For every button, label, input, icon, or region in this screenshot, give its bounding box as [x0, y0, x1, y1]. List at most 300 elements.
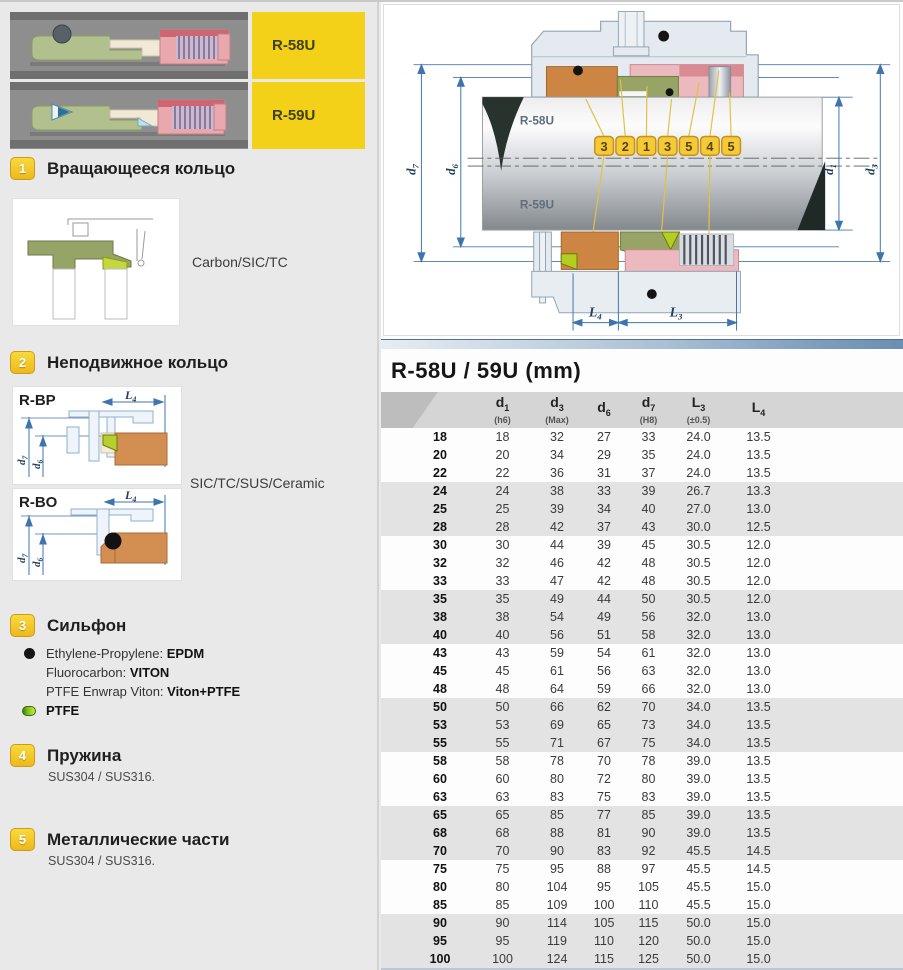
dimension-cell: 45 — [495, 664, 510, 678]
row-size-label: 24 — [433, 484, 447, 498]
dimension-cell: 34.0 — [686, 700, 711, 714]
filler-cell — [791, 716, 903, 734]
section-1-title: Вращающееся кольцо — [47, 158, 236, 178]
dimension-cell: 97 — [641, 862, 656, 876]
balloon-number: 5 — [685, 138, 693, 154]
dimension-cell: 13.5 — [746, 718, 771, 732]
dimension-cell: 13.5 — [746, 808, 771, 822]
dimension-cell: 13.5 — [746, 772, 771, 786]
row-size-label: 100 — [429, 952, 451, 966]
table-row — [381, 950, 903, 968]
dimension-cell: 44 — [597, 592, 611, 606]
balloon-number: 4 — [706, 138, 714, 154]
table-row — [381, 446, 903, 464]
dimension-cell: 78 — [641, 754, 656, 768]
dimension-cell: 34.0 — [686, 718, 711, 732]
rbo-dim-d6: $d_6$ — [31, 557, 45, 567]
dimension-cell: 105 — [638, 880, 659, 894]
dimension-cell: 68 — [495, 826, 510, 840]
dimension-cell: 12.0 — [746, 574, 771, 588]
filler-cell — [791, 698, 903, 716]
dimension-cell: 13.0 — [746, 502, 771, 516]
dimension-cell: 15.0 — [746, 952, 771, 966]
row-size-label: 38 — [433, 610, 447, 624]
dimension-cell: 24.0 — [686, 448, 711, 462]
row-size-label: 32 — [433, 556, 447, 570]
dimension-cell: 32.0 — [686, 664, 711, 678]
shaft-lower-label: R-59U — [519, 197, 554, 212]
dimension-cell: 32 — [495, 556, 510, 570]
dimension-cell: 83 — [641, 790, 656, 804]
dimension-cell: 13.5 — [746, 700, 771, 714]
dimension-cell: 33 — [641, 430, 656, 444]
rbp-dim-d6: $d_6$ — [31, 459, 45, 469]
material-prefix: Fluorocarbon: — [46, 665, 130, 680]
dimension-cell: 70 — [597, 754, 611, 768]
filler-cell — [791, 500, 903, 518]
dimension-cell: 48 — [495, 682, 510, 696]
table-row — [381, 734, 903, 752]
row-size-label: 35 — [433, 592, 447, 606]
table-row — [381, 752, 903, 770]
product-label-r58u: R-58U — [252, 12, 365, 79]
dimensions-table-wrap — [381, 392, 903, 970]
dimension-cell: 31 — [597, 466, 611, 480]
balloon-number: 2 — [621, 138, 629, 154]
rbo-drawing — [13, 489, 181, 580]
material-prefix: PTFE Enwrap Viton: — [46, 684, 168, 699]
dimension-cell: 72 — [597, 772, 611, 786]
column-header: $d_6$ — [582, 392, 626, 428]
dimension-cell: 49 — [550, 592, 564, 606]
row-size-label: 22 — [433, 466, 447, 480]
dimension-cell: 15.0 — [746, 934, 771, 948]
section-5-header — [10, 828, 229, 851]
filler-cell — [791, 824, 903, 842]
dimension-cell: 34 — [550, 448, 564, 462]
filler-cell — [791, 644, 903, 662]
filler-cell — [791, 626, 903, 644]
dimension-cell: 39.0 — [686, 772, 711, 786]
dimension-cell: 90 — [495, 916, 510, 930]
table-row — [381, 644, 903, 662]
filler-cell — [791, 734, 903, 752]
table-row — [381, 878, 903, 896]
filler-cell — [791, 896, 903, 914]
table-row — [381, 590, 903, 608]
dimension-cell: 88 — [597, 862, 611, 876]
shaft — [468, 97, 879, 230]
table-row — [381, 482, 903, 500]
section-2-title: Неподвижное кольцо — [47, 352, 229, 372]
dimension-cell: 78 — [550, 754, 564, 768]
section-2-badge: 2 — [10, 351, 35, 374]
dimension-cell: 13.5 — [746, 790, 771, 804]
table-row — [381, 896, 903, 914]
stationary-ring-material: SIC/TC/SUS/Ceramic — [190, 475, 325, 491]
dimension-cell: 95 — [597, 880, 611, 894]
dimension-cell: 66 — [641, 682, 656, 696]
dimension-cell: 15.0 — [746, 916, 771, 930]
lower-seal-parts — [532, 232, 741, 313]
dimension-cell: 69 — [550, 718, 564, 732]
dimension-cell: 119 — [547, 934, 567, 948]
dimension-cell: 27 — [597, 430, 611, 444]
dimension-cell: 58 — [495, 754, 510, 768]
dimension-cell: 35 — [495, 592, 510, 606]
dimension-cell: 37 — [597, 520, 611, 534]
row-size-label: 75 — [433, 862, 447, 876]
dimension-cell: 30.0 — [686, 520, 711, 534]
dimension-cell: 24.0 — [686, 430, 711, 444]
dimension-cell: 37 — [641, 466, 656, 480]
row-size-label: 60 — [433, 772, 447, 786]
o-ring-dot — [647, 289, 657, 299]
dimension-cell: 39.0 — [686, 790, 711, 804]
dimension-cell: 13.0 — [746, 610, 771, 624]
dimension-cell: 54 — [550, 610, 564, 624]
dimension-cell: 92 — [641, 844, 656, 858]
seal-cross-section-r59u-image — [10, 82, 248, 148]
dimension-cell: 32 — [550, 430, 564, 444]
dimension-cell: 38 — [495, 610, 510, 624]
dimension-cell: 48 — [641, 556, 656, 570]
dimension-cell: 45.5 — [686, 844, 711, 858]
shaft-upper-label: R-58U — [519, 113, 554, 128]
dimension-cell: 22 — [495, 466, 510, 480]
table-row — [381, 860, 903, 878]
dimension-cell: 65 — [495, 808, 510, 822]
dimension-cell: 50 — [641, 592, 656, 606]
filler-cell — [791, 428, 903, 446]
row-size-label: 55 — [433, 736, 447, 750]
balloon-number: 1 — [642, 138, 650, 154]
black-dot-icon — [24, 648, 35, 659]
dimension-cell: 13.5 — [746, 826, 771, 840]
dimension-cell: 13.0 — [746, 628, 771, 642]
column-header: $L_3$ (±0.5) — [671, 392, 726, 428]
dimension-cell: 55 — [495, 736, 510, 750]
dimension-cell: 40 — [495, 628, 510, 642]
dimension-cell: 64 — [550, 682, 564, 696]
rotating-ring-diagram — [12, 198, 180, 326]
header-row — [381, 392, 903, 428]
dimension-cell: 32.0 — [686, 682, 711, 696]
dim-label-l3: $L_3$ — [669, 304, 683, 322]
dimension-cell: 49 — [597, 610, 611, 624]
dimension-cell: 25 — [495, 502, 510, 516]
dimension-cell: 13.0 — [746, 646, 771, 660]
section-1-badge: 1 — [10, 157, 35, 180]
section-3-header — [10, 614, 126, 637]
dimension-cell: 13.5 — [746, 448, 771, 462]
dimension-cell: 45.5 — [686, 898, 711, 912]
dimension-cell: 26.7 — [686, 484, 711, 498]
dimension-cell: 80 — [495, 880, 510, 894]
filler-cell — [791, 932, 903, 950]
dimension-cell: 85 — [550, 808, 564, 822]
table-row — [381, 914, 903, 932]
dimension-cell: 65 — [597, 718, 611, 732]
table-row — [381, 428, 903, 446]
bellows-material-list — [24, 644, 240, 720]
dimension-cell: 63 — [641, 664, 656, 678]
dimension-cell: 90 — [641, 826, 656, 840]
row-size-label: 95 — [433, 934, 447, 948]
dimension-cell: 45.5 — [686, 880, 711, 894]
dimension-cell: 70 — [495, 844, 510, 858]
table-row — [381, 626, 903, 644]
section-4-header — [10, 744, 121, 767]
table-row — [381, 806, 903, 824]
material-name: Viton+PTFE — [167, 684, 241, 699]
dimension-cell: 14.5 — [746, 862, 771, 876]
metal-parts-material: SUS304 / SUS316. — [48, 854, 156, 868]
section-5-badge: 5 — [10, 828, 35, 851]
filler-cell — [791, 752, 903, 770]
rbo-label: R-BO — [19, 494, 58, 511]
dimension-cell: 34 — [597, 502, 611, 516]
dimension-cell: 67 — [597, 736, 611, 750]
dimension-cell: 120 — [638, 934, 659, 948]
row-size-label: 20 — [433, 448, 447, 462]
dimension-cell: 125 — [638, 952, 659, 966]
dimension-cell: 12.0 — [746, 556, 771, 570]
row-size-label: 25 — [433, 502, 447, 516]
dimension-cell: 53 — [495, 718, 510, 732]
filler-cell — [791, 464, 903, 482]
part-balloons — [595, 137, 741, 156]
dimension-cell: 80 — [641, 772, 656, 786]
dimension-cell: 58 — [641, 628, 656, 642]
dimension-cell: 50 — [495, 700, 510, 714]
dimension-cell: 71 — [550, 736, 564, 750]
material-name: EPDM — [166, 646, 205, 661]
dimension-cell: 83 — [597, 844, 611, 858]
list-item — [24, 663, 240, 682]
dimension-cell: 81 — [597, 826, 611, 840]
dimension-cell: 77 — [597, 808, 611, 822]
dimension-cell: 13.3 — [746, 484, 771, 498]
spring-material: SUS304 / SUS316. — [48, 770, 156, 784]
rotating-ring-material: Carbon/SIC/TC — [192, 254, 288, 270]
row-size-label: 85 — [433, 898, 447, 912]
row-size-label: 18 — [433, 430, 447, 444]
filler-cell — [791, 914, 903, 932]
dimension-cell: 12.0 — [746, 592, 771, 606]
filler-cell — [791, 590, 903, 608]
dimension-cell: 115 — [638, 916, 659, 930]
material-name: VITON — [129, 665, 170, 680]
dimension-cell: 28 — [495, 520, 510, 534]
dimension-cell: 32.0 — [686, 628, 711, 642]
row-size-label: 48 — [433, 682, 447, 696]
column-header: $d_1$ (h6) — [473, 392, 532, 428]
dimension-cell: 30.5 — [686, 556, 711, 570]
dimension-cell: 13.5 — [746, 430, 771, 444]
dimension-cell: 15.0 — [746, 898, 771, 912]
row-size-label: 90 — [433, 916, 447, 930]
dimension-cell: 13.5 — [746, 466, 771, 480]
dimension-cell: 39 — [550, 502, 564, 516]
dimension-cell: 27.0 — [686, 502, 711, 516]
dimension-cell: 36 — [550, 466, 564, 480]
dimension-cell: 85 — [495, 898, 510, 912]
filler-cell — [791, 950, 903, 968]
row-size-label: 65 — [433, 808, 447, 822]
dimension-cell: 66 — [550, 700, 564, 714]
dimension-cell: 59 — [550, 646, 564, 660]
row-size-label: 70 — [433, 844, 447, 858]
material-name: PTFE — [46, 703, 80, 718]
table-row — [381, 932, 903, 950]
product-label-r59u: R-59U — [252, 82, 365, 149]
dimension-cell: 42 — [550, 520, 564, 534]
table-row — [381, 680, 903, 698]
dimension-cell: 13.5 — [746, 736, 771, 750]
dimension-cell: 45.5 — [686, 862, 711, 876]
section-2-header — [10, 351, 228, 374]
column-header: $d_3$ (Max) — [532, 392, 582, 428]
dimension-cell: 51 — [597, 628, 611, 642]
dimension-cell: 90 — [550, 844, 564, 858]
filler-cell — [791, 554, 903, 572]
left-panel — [0, 2, 379, 970]
dimension-cell: 75 — [495, 862, 510, 876]
table-row — [381, 716, 903, 734]
dimension-cell: 73 — [641, 718, 656, 732]
dimension-cell: 109 — [546, 898, 568, 912]
dimension-cell: 43 — [641, 520, 656, 534]
upper-seal-parts — [546, 65, 743, 97]
filler-cell — [791, 572, 903, 590]
seal-photo-r58u — [10, 12, 248, 79]
dimension-cell: 30.5 — [686, 538, 711, 552]
section-5-title: Металлические части — [47, 829, 230, 849]
dimension-cell: 100 — [492, 952, 513, 966]
dimension-cell: 32.0 — [686, 610, 711, 624]
section-3-title: Сильфон — [47, 615, 127, 635]
section-3-badge: 3 — [10, 614, 35, 637]
dimension-cell: 15.0 — [746, 880, 771, 894]
dimension-cell: 13.5 — [746, 754, 771, 768]
row-size-label: 43 — [433, 646, 447, 660]
dimension-cell: 70 — [641, 700, 656, 714]
column-header: $L_4$ — [726, 392, 791, 428]
dimensions-table — [381, 392, 903, 968]
row-size-label: 28 — [433, 520, 447, 534]
filler-header-cell — [791, 392, 903, 428]
dimension-cell: 24 — [495, 484, 510, 498]
dimension-cell: 13.0 — [746, 682, 771, 696]
table-row — [381, 824, 903, 842]
filler-cell — [791, 608, 903, 626]
seal-cross-section-r58u-image — [10, 12, 248, 79]
balloon-number: 3 — [664, 138, 672, 154]
section-4-badge: 4 — [10, 744, 35, 767]
dimension-cell: 50.0 — [686, 934, 711, 948]
dimension-cell: 48 — [641, 574, 656, 588]
dimension-cell: 14.5 — [746, 844, 771, 858]
table-row — [381, 608, 903, 626]
table-row — [381, 842, 903, 860]
dimension-cell: 75 — [641, 736, 656, 750]
list-item — [24, 682, 240, 701]
list-item — [24, 701, 240, 720]
table-row — [381, 572, 903, 590]
dimension-cell: 104 — [546, 880, 568, 894]
dimension-cell: 40 — [641, 502, 656, 516]
dimension-cell: 34.0 — [686, 736, 711, 750]
rotating-ring-drawing — [13, 199, 179, 325]
stationary-ring-rbo-diagram — [12, 488, 182, 581]
dimension-cell: 39.0 — [686, 754, 711, 768]
stationary-ring-rbp-diagram — [12, 386, 182, 485]
table-title: R-58U / 59U (mm) — [391, 358, 582, 383]
row-size-label: 53 — [433, 718, 447, 732]
table-row — [381, 500, 903, 518]
dimension-cell: 12.5 — [746, 520, 771, 534]
dimension-cell: 33 — [597, 484, 611, 498]
rbp-dim-l4: $L_4$ — [125, 388, 137, 404]
dimension-cell: 45 — [641, 538, 656, 552]
row-size-label: 30 — [433, 538, 447, 552]
table-row — [381, 698, 903, 716]
table-row — [381, 554, 903, 572]
dimension-cell: 12.0 — [746, 538, 771, 552]
dimension-cell: 56 — [641, 610, 656, 624]
row-size-label: 33 — [433, 574, 447, 588]
dimension-cell: 59 — [597, 682, 611, 696]
column-header: $d_7$ (H8) — [626, 392, 671, 428]
filler-cell — [791, 806, 903, 824]
dimension-cell: 13.0 — [746, 664, 771, 678]
filler-cell — [791, 518, 903, 536]
filler-cell — [791, 446, 903, 464]
dimension-cell: 88 — [550, 826, 564, 840]
dim-label-d1: $d_1$ — [822, 164, 838, 175]
dimension-cell: 47 — [550, 574, 564, 588]
dimension-cell: 30.5 — [686, 592, 711, 606]
rbp-dim-d7: $d_7$ — [16, 455, 30, 465]
section-4-title: Пружина — [47, 745, 122, 765]
dimension-cell: 95 — [550, 862, 564, 876]
product-row-r59u — [10, 82, 365, 149]
dimension-cell: 30 — [495, 538, 510, 552]
list-item — [24, 644, 240, 663]
dimension-cell: 46 — [550, 556, 564, 570]
dimension-cell: 115 — [594, 952, 614, 966]
dimension-cell: 83 — [550, 790, 564, 804]
table-row — [381, 464, 903, 482]
table-row — [381, 788, 903, 806]
dimension-cell: 124 — [546, 952, 568, 966]
dimension-cell: 18 — [495, 430, 510, 444]
filler-cell — [791, 878, 903, 896]
filler-cell — [791, 662, 903, 680]
seal-photo-r59u — [10, 82, 248, 149]
dimension-cell: 39.0 — [686, 826, 711, 840]
dim-label-d6: $d_6$ — [443, 164, 460, 175]
ptfe-wedge-icon — [22, 706, 36, 716]
dimension-cell: 35 — [641, 448, 656, 462]
row-size-label: 68 — [433, 826, 447, 840]
row-size-label: 58 — [433, 754, 447, 768]
filler-cell — [791, 482, 903, 500]
dimension-cell: 61 — [641, 646, 656, 660]
dimension-cell: 54 — [597, 646, 611, 660]
filler-cell — [791, 788, 903, 806]
